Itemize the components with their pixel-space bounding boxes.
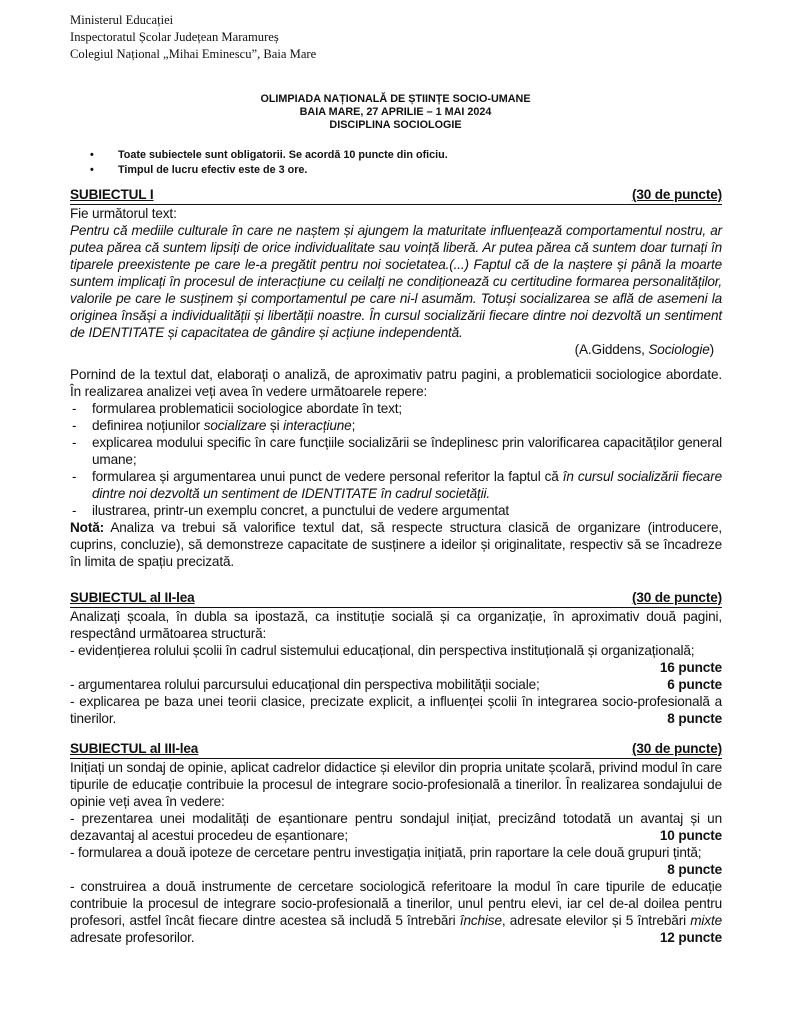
source-title: Sociologie [648,342,710,357]
header-line: Ministerul Educației [70,13,174,27]
title-line: DISCIPLINA SOCIOLOGIE [329,119,462,131]
task-item [70,693,722,727]
task-item [70,844,722,878]
title-line: OLIMPIADA NAȚIONALĂ DE ȘTIINȚE SOCIO-UMANE [260,93,531,105]
text: - construirea a două instrumente de cercetare sociologică referitoare la modul în care tipurile de educație contribuie la procesul de integrare socio-profesională a tinerilor, unul pentru elevi, iar cel de-al doilea pentru profesori, astfel încât fiecare dintre acestea să includă 5 întrebări [70,879,722,928]
text: , adresate elevilor și 5 întrebări [501,913,691,928]
task-item [70,676,722,693]
task-item: - ilustrarea, printr-un exemplu concret, a punctului de vedere argumentat [70,502,722,519]
subject-title: SUBIECTUL al III-lea [70,741,199,756]
intro-text: Inițiați un sondaj de opinie, aplicat cadrelor didactice și elevilor din propria unitate școlară, privind modul în care tipurile de educație contribuie la procesul de integrare socio-profesională a tinerilor. În realizarea sondajului de opinie veți avea în vedere: [70,760,722,809]
term: socializare [203,418,267,433]
subject-2 [70,590,722,727]
title-line: BAIA MARE, 27 APRILIE – 1 MAI 2024 [299,106,492,118]
text: - formularea a două ipoteze de cercetare pentru investigația inițiată, prin raportare la cele două grupuri țintă; [70,845,702,860]
text: ; [351,418,356,433]
quote-text: Pentru că mediile culturale în care ne naștem și ajungem la maturitate influențează comportamentul nostru, ar putea părea că suntem lipsiți de orice individualitate sau voință liberă. Ar putea părea că suntem doar turnați în tiparele preexistente pe care le-a pregătit pentru noi societatea.(...) Faptul că de la naștere și până la moarte suntem implicați în procesul de interacțiune cu ceilalți ne condiționează cu certitudine formarea personalităților, valorile pe care le susținem și comportamentul pe care ni-l asumăm. Totuși socializarea se află de asemeni la originea însăși a individualității și libertății noastre. În cursul socializării fiecare dintre noi dezvoltă un sentiment de IDENTITATE și capacitatea de gândire și acțiune independentă. [70,223,722,340]
task-item [70,878,722,946]
intro-text: Fie următorul text: [70,206,177,221]
institution-header [70,12,316,63]
source-close: ) [709,342,714,357]
note-text: Analiza va trebui să valorifice textul dat, să respecte structura clasică de organizare (introducere, cuprins, concluzie), să demonstreze capacitate de susținere a ideilor și originalitate, respectiv să se încadreze în limita de spațiu precizată. [70,520,722,569]
term: mixte [690,913,722,928]
instructions-list [90,148,448,178]
header-line: Colegiul Național „Mihai Eminescu”, Baia Mare [70,47,317,61]
term: interacțiune [283,418,352,433]
text: - argumentarea rolului parcursului educațional din perspectiva mobilității sociale; [70,677,540,692]
item-points: 12 puncte [659,930,722,945]
term: închise [459,913,502,928]
subject-points: (30 de puncte) [631,187,722,202]
subject-heading [70,741,722,759]
text: - evidențierea rolului școlii în cadrul sistemului educațional, din perspectiva instituțională și organizațională; [70,643,695,658]
subject-title: SUBIECTUL I [70,187,154,202]
instruction-item: • Timpul de lucru efectiv este de 3 ore. [90,163,448,178]
document-body [70,187,722,946]
text: definirea noțiunilor [92,418,204,433]
text: formularea și argumentarea unui punct de vedere personal referitor la faptul că [92,469,563,484]
spacer [70,570,722,590]
task-item [70,810,722,844]
spacer [70,727,722,741]
note-label: Notă: [70,520,104,535]
task-item [70,468,722,502]
task-item [70,417,722,434]
subject-points: (30 de puncte) [631,741,722,756]
subject-1 [70,187,722,570]
header-line: Inspectoratul Școlar Județean Maramureș [70,30,279,44]
quoted-phrase: în cursul socializării fiecare dintre noi dezvoltă un sentiment de IDENTITATE în cadrul societății. [92,469,722,501]
note [70,519,722,570]
instruction-item: • Toate subiectele sunt obligatorii. Se acordă 10 puncte din oficiu. [90,148,448,163]
subject-heading [70,590,722,608]
task-text: Pornind de la textul dat, elaborați o analiză, de aproximativ patru pagini, a problematicii sociologice abordate. În realizarea analizei veți avea în vedere următoarele repere: [70,367,722,399]
item-points: 8 puncte [667,862,722,877]
text: - prezentarea unei modalități de eșantionare pentru sondajul inițiat, precizând totodată un avantaj și un dezavantaj al acestui procedeu de eșantionare; [70,811,722,843]
source-author: (A.Giddens, [574,342,649,357]
item-points: 6 puncte [667,677,722,692]
task-item: - formularea problematicii sociologice abordate în text; [70,400,722,417]
subject-3 [70,741,722,946]
item-points: 8 puncte [667,711,722,726]
quote-source [70,341,722,358]
spacer [70,358,722,366]
intro-text: Analizați școala, în dubla sa ipostază, ca instituție socială și ca organizație, în aproximativ două pagini, respectând următoarea structură: [70,609,722,641]
text: adresate profesorilor. [70,930,195,945]
item-points: 16 puncte [659,660,722,675]
text: și [266,418,284,433]
subject-title: SUBIECTUL al II-lea [70,590,195,605]
task-item: - explicarea modului specific în care funcțiile socializării se îndeplinesc prin valorificarea capacităților general umane; [70,434,722,468]
text: - explicarea pe baza unei teorii clasice, precizate explicit, a influenței școlii în integrarea socio-profesională a tinerilor. [70,694,722,726]
document-title [0,93,791,132]
subject-heading [70,187,722,205]
item-points: 10 puncte [659,828,722,843]
task-item [70,642,722,676]
subject-points: (30 de puncte) [631,590,722,605]
